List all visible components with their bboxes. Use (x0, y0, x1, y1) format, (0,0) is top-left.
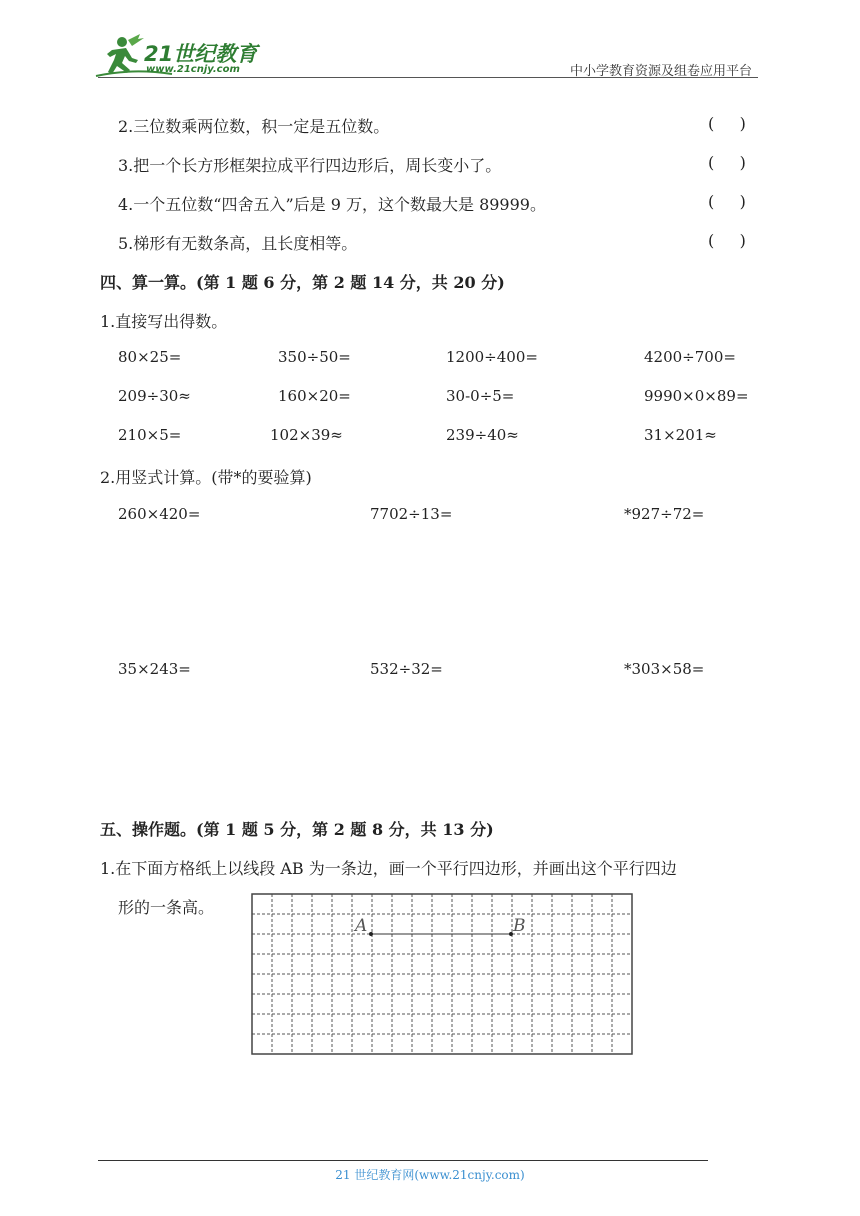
judge-answer-paren-2[interactable]: ( ) (708, 114, 746, 133)
mental-calc-item: 239÷40≈ (446, 426, 519, 444)
mental-calc-item: 160×20= (278, 387, 351, 405)
judge-answer-paren-4[interactable]: ( ) (708, 192, 746, 211)
footer-text[interactable]: 21 世纪教育网(www.21cnjy.com) (335, 1168, 525, 1182)
section5-q1-line1: 1.在下面方格纸上以线段 AB 为一条边，画一个平行四边形，并画出这个平行四边 (100, 859, 677, 878)
mental-calc-item: 209÷30≈ (118, 387, 191, 405)
judge-answer-paren-3[interactable]: ( ) (708, 153, 746, 172)
vertical-calc-item: *303×58= (624, 660, 705, 678)
section5-q1-line2: 形的一条高。 (118, 898, 215, 917)
mental-calc-item: 9990×0×89= (644, 387, 749, 405)
logo-title: 21世纪教育 (144, 42, 258, 66)
footer-divider (98, 1160, 708, 1161)
header-divider (98, 77, 758, 78)
logo-url: www.21cnjy.com (146, 64, 240, 75)
mental-calc-item: 31×201≈ (644, 426, 717, 444)
mental-calc-item: 102×39≈ (270, 426, 343, 444)
vertical-calc-item: 532÷32= (370, 660, 443, 678)
judge-item-4: 4.一个五位数“四舍五入”后是 9 万，这个数最大是 89999。 (118, 195, 546, 214)
mental-calc-item: 80×25= (118, 348, 182, 366)
point-b-label: B (513, 916, 526, 936)
mental-calc-item: 4200÷700= (644, 348, 736, 366)
grid-paper-svg[interactable] (251, 893, 633, 1055)
vertical-calc-item: 260×420= (118, 505, 201, 523)
judge-answer-paren-5[interactable]: ( ) (708, 231, 746, 250)
judge-item-5: 5.梯形有无数条高，且长度相等。 (118, 234, 358, 253)
header-platform-text: 中小学教育资源及组卷应用平台 (570, 64, 753, 79)
mental-calc-item: 1200÷400= (446, 348, 538, 366)
vertical-calc-item: 35×243= (118, 660, 191, 678)
mental-calc-item: 30-0÷5= (446, 387, 515, 405)
point-a-dot (369, 932, 373, 936)
judge-item-2: 2.三位数乘两位数，积一定是五位数。 (118, 117, 390, 136)
section5-title: 五、操作题。(第 1 题 5 分，第 2 题 8 分，共 13 分) (100, 820, 494, 839)
grid-paper[interactable] (251, 893, 633, 1055)
vertical-calc-item: *927÷72= (624, 505, 705, 523)
vertical-calc-item: 7702÷13= (370, 505, 453, 523)
section4-q2-prompt: 2.用竖式计算。(带*的要验算) (100, 468, 312, 487)
judge-item-3: 3.把一个长方形框架拉成平行四边形后，周长变小了。 (118, 156, 502, 175)
mental-calc-item: 350÷50= (278, 348, 351, 366)
section4-title: 四、算一算。(第 1 题 6 分，第 2 题 14 分，共 20 分) (100, 273, 505, 292)
site-logo (92, 30, 262, 80)
point-a-label: A (355, 916, 368, 936)
section4-q1-prompt: 1.直接写出得数。 (100, 312, 228, 331)
mental-calc-item: 210×5= (118, 426, 182, 444)
